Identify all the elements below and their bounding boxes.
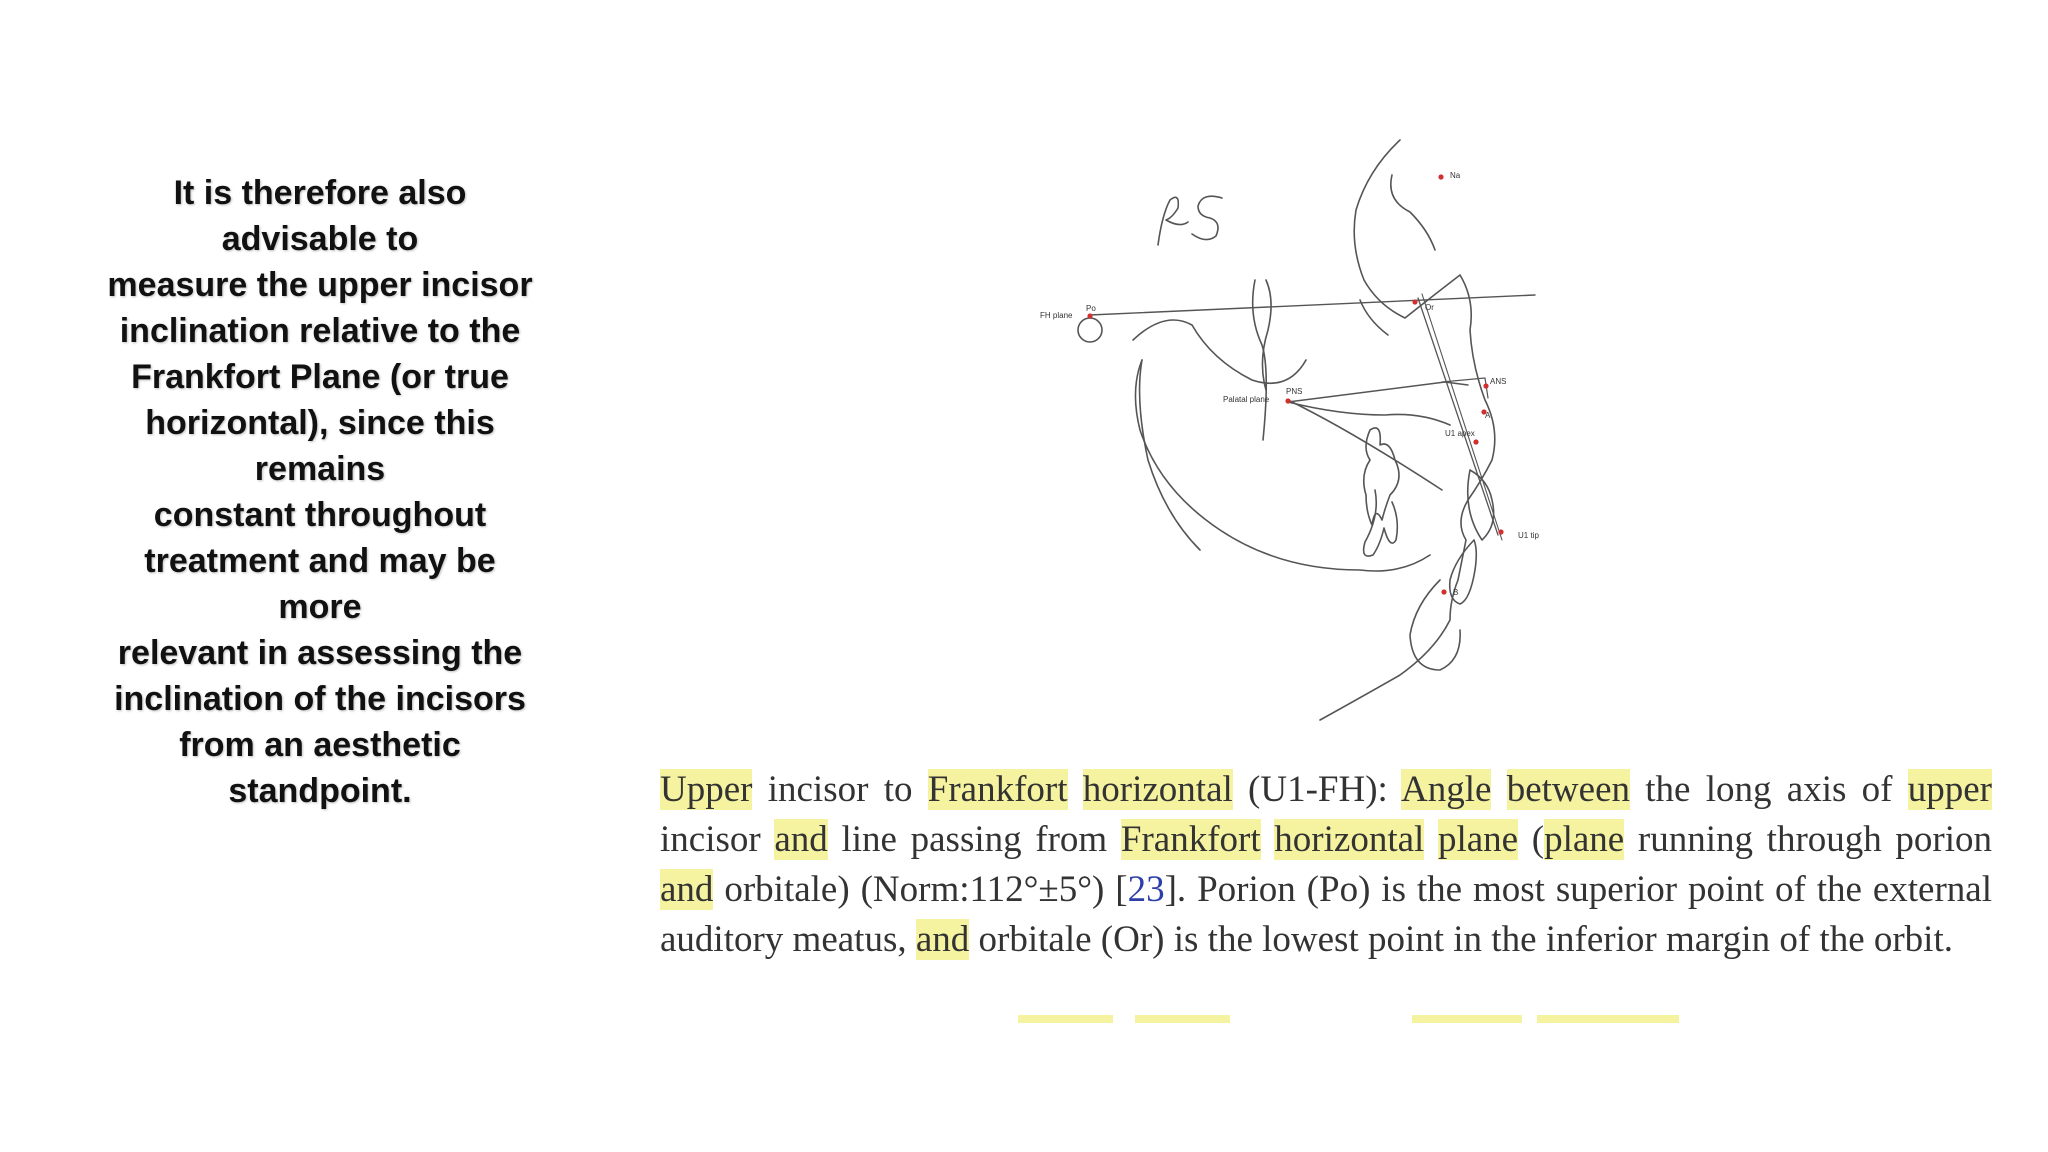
ramus — [1140, 360, 1200, 550]
excerpt-text: line passing from — [827, 819, 1121, 860]
excerpt-text: the long axis of — [1630, 769, 1908, 810]
label-palatal-plane: Palatal plane — [1223, 395, 1270, 404]
point-b — [1441, 589, 1446, 594]
label-fh-plane: FH plane — [1040, 311, 1073, 320]
paragraph-line: It is therefore also — [173, 174, 467, 212]
highlight-strip — [1412, 1015, 1522, 1023]
excerpt-text — [1261, 819, 1275, 860]
highlight-strip — [1018, 1015, 1113, 1023]
handwriting-s — [1192, 196, 1222, 239]
cranial-base — [1133, 320, 1306, 383]
fh-plane-line — [1090, 295, 1535, 315]
excerpt-text — [1491, 769, 1506, 810]
palate-upper — [1288, 402, 1450, 425]
paper-excerpt — [660, 765, 1992, 965]
paragraph-line: advisable to — [221, 220, 419, 258]
paragraph-line: inclination of the incisors — [114, 680, 526, 718]
highlighted-word: Upper — [660, 769, 753, 810]
point-pns — [1285, 398, 1290, 403]
palatal-plane-line — [1288, 382, 1468, 402]
point-na — [1438, 174, 1443, 179]
cephalometric-tracing — [1030, 130, 1610, 730]
excerpt-text: incisor — [660, 819, 775, 860]
label-na: Na — [1450, 171, 1461, 180]
label-u1-tip: U1 tip — [1518, 531, 1539, 540]
lower-molar — [1364, 490, 1398, 556]
excerpt-text — [1068, 769, 1083, 810]
highlighted-word: horizontal — [1082, 769, 1233, 810]
highlighted-word: plane — [1437, 819, 1519, 860]
excerpt-text: (U1-FH): — [1232, 769, 1402, 810]
point-u1-apex — [1473, 439, 1478, 444]
citation-link[interactable]: 23 — [1127, 869, 1165, 910]
point-u1-tip — [1498, 529, 1503, 534]
highlighted-word: Frankfort — [927, 769, 1068, 810]
highlighted-word: and — [774, 819, 828, 860]
point-ans — [1483, 383, 1488, 388]
label-b: B — [1453, 588, 1459, 597]
paragraph-line: more — [278, 588, 362, 626]
excerpt-text: running through porion — [1624, 819, 1993, 860]
porion-ring — [1078, 318, 1102, 342]
highlighted-word: Frankfort — [1120, 819, 1261, 860]
nasal-bone — [1391, 175, 1435, 250]
paragraph-line: relevant in assessing the — [117, 634, 523, 672]
excerpt-text: incisor to — [752, 769, 928, 810]
highlighted-word: and — [660, 869, 714, 910]
point-or — [1412, 299, 1417, 304]
label-u1-apex: U1 apex — [1445, 429, 1475, 438]
handwriting-r — [1158, 197, 1188, 245]
paragraph-line: remains — [254, 450, 386, 488]
highlighted-word: upper — [1907, 769, 1992, 810]
paragraph-line: horizontal), since this — [145, 404, 495, 442]
label-po: Po — [1086, 304, 1096, 313]
highlight-strip — [1135, 1015, 1230, 1023]
paragraph-line: from an aesthetic — [179, 726, 461, 764]
excerpt-text: orbitale) (Norm:112°±5°) [ — [713, 869, 1128, 910]
left-paragraph — [70, 170, 570, 814]
label-pns: PNS — [1286, 387, 1303, 396]
paragraph-line: constant throughout — [153, 496, 487, 534]
highlighted-word: and — [915, 919, 970, 960]
tracing-drawing — [1030, 130, 1610, 730]
molar — [1364, 428, 1399, 525]
highlighted-word: Angle — [1401, 769, 1492, 810]
excerpt-text: orbitale (Or) is the lowest point in the inferior margin of the orbit. — [969, 919, 1953, 960]
paragraph-line: Frankfort Plane (or true — [131, 358, 509, 396]
mandible-lower-border — [1135, 360, 1430, 571]
paragraph-line: standpoint. — [228, 772, 412, 810]
label-or: Or — [1425, 303, 1434, 312]
highlighted-word: between — [1506, 769, 1631, 810]
paragraph-line: inclination relative to the — [119, 312, 521, 350]
palate-lower — [1288, 400, 1442, 490]
point-po — [1087, 313, 1092, 318]
paragraph-line: treatment and may be — [144, 542, 496, 580]
pterygoid-line — [1253, 280, 1267, 440]
excerpt-text: ( — [1518, 819, 1545, 860]
label-ans: ANS — [1490, 377, 1507, 386]
label-a: A — [1485, 411, 1491, 420]
highlighted-word: plane — [1544, 819, 1625, 860]
excerpt-text: ]. Porion (Po) is the most superior point of the external auditory meatus, — [660, 869, 1992, 960]
highlight-strip — [1537, 1015, 1679, 1023]
highlighted-word: horizontal — [1274, 819, 1425, 860]
paragraph-line: measure the upper incisor — [107, 266, 533, 304]
excerpt-text — [1424, 819, 1438, 860]
